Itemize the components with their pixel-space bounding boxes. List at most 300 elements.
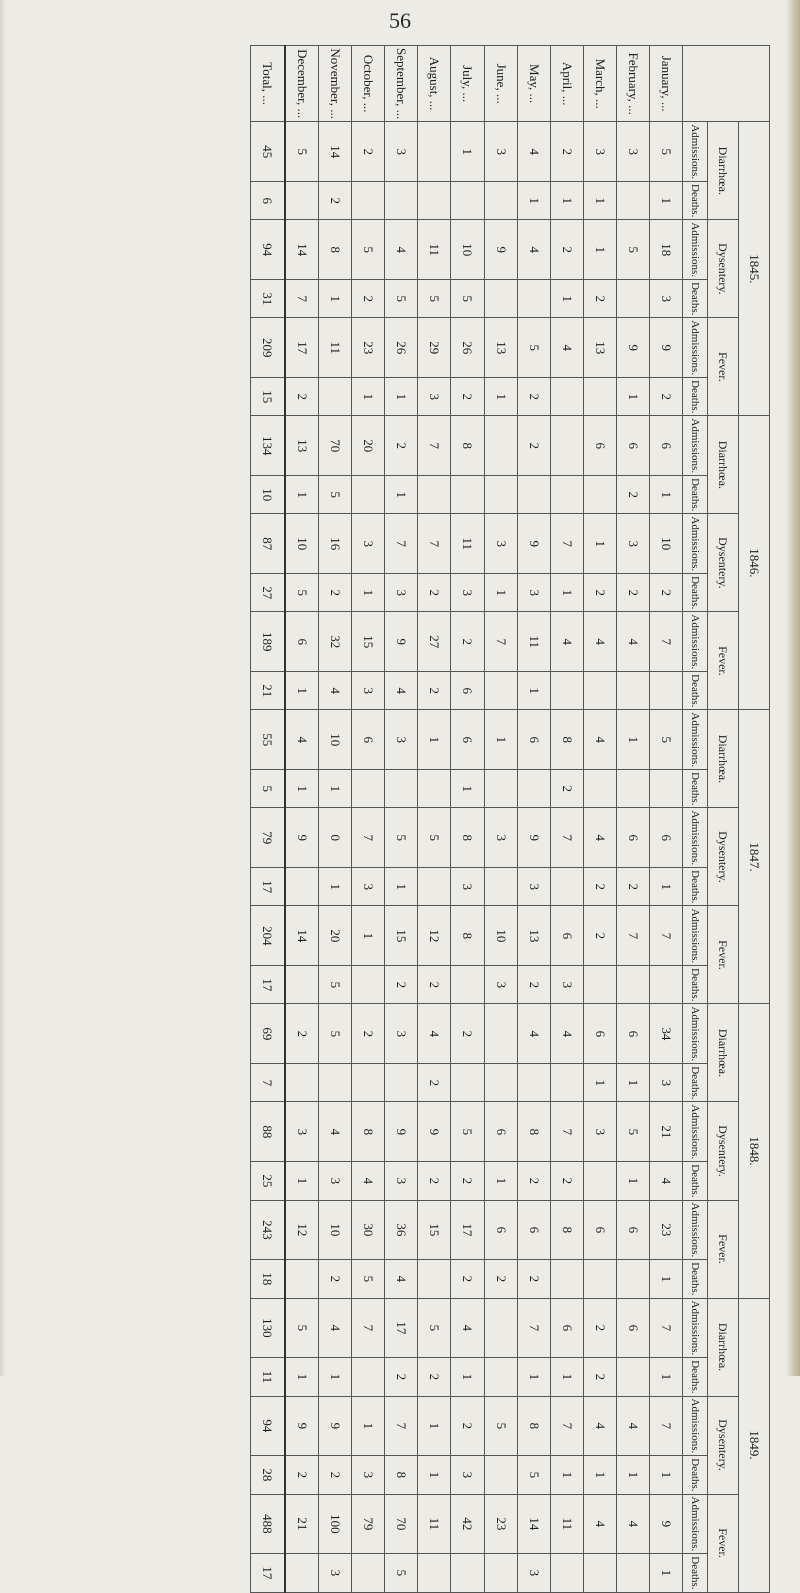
measure-header: Deaths. bbox=[683, 1554, 708, 1592]
table-row bbox=[649, 46, 682, 1593]
table-cell: 4 bbox=[517, 122, 550, 182]
table-cell: 4 bbox=[583, 1494, 616, 1554]
table-cell: 1 bbox=[517, 182, 550, 220]
table-row bbox=[616, 46, 649, 1593]
table-cell: 1 bbox=[616, 1064, 649, 1102]
month-label: December, ... bbox=[285, 46, 319, 122]
table-cell: 20 bbox=[319, 906, 352, 966]
table-cell: 6 bbox=[649, 808, 682, 868]
table-cell: 1 bbox=[319, 1358, 352, 1396]
table-cell: 6 bbox=[616, 416, 649, 476]
table-cell: 1 bbox=[418, 1396, 451, 1456]
table-cell bbox=[484, 868, 517, 906]
table-cell: 2 bbox=[418, 1162, 451, 1200]
month-column-header bbox=[683, 46, 770, 122]
table-cell: 6 bbox=[583, 1200, 616, 1260]
table-cell bbox=[352, 476, 385, 514]
measure-header: Deaths. bbox=[683, 868, 708, 906]
table-cell: 0 bbox=[319, 808, 352, 868]
table-cell bbox=[517, 1064, 550, 1102]
table-cell: 9 bbox=[285, 808, 319, 868]
table-cell: 70 bbox=[385, 1494, 418, 1554]
table-cell: 6 bbox=[550, 1298, 583, 1358]
table-cell bbox=[484, 1358, 517, 1396]
table-cell: 6 bbox=[451, 672, 484, 710]
table-cell: 3 bbox=[451, 574, 484, 612]
table-cell bbox=[352, 966, 385, 1004]
table-cell: 26 bbox=[451, 318, 484, 378]
month-label: August, ... bbox=[418, 46, 451, 122]
page-number: 56 bbox=[389, 8, 411, 33]
table-row bbox=[583, 46, 616, 1593]
table-cell bbox=[484, 416, 517, 476]
table-cell bbox=[484, 672, 517, 710]
table-cell bbox=[451, 1554, 484, 1592]
measure-header: Deaths. bbox=[683, 1260, 708, 1298]
table-cell: 1 bbox=[616, 710, 649, 770]
table-cell: 3 bbox=[352, 868, 385, 906]
table-cell: 1 bbox=[583, 182, 616, 220]
table-cell: 2 bbox=[451, 1004, 484, 1064]
table-cell bbox=[616, 1358, 649, 1396]
month-label: January, ... bbox=[649, 46, 682, 122]
table-cell: 8 bbox=[550, 710, 583, 770]
disease-header: Dysentery. bbox=[708, 808, 739, 906]
table-cell: 1 bbox=[484, 378, 517, 416]
measure-header: Admissions. bbox=[683, 808, 708, 868]
month-label: February, ... bbox=[616, 46, 649, 122]
table-cell: 11 bbox=[517, 612, 550, 672]
table-cell: 94 bbox=[251, 220, 285, 280]
table-cell bbox=[583, 1162, 616, 1200]
table-cell: 3 bbox=[484, 514, 517, 574]
table-cell: 2 bbox=[583, 868, 616, 906]
disease-header: Fever. bbox=[708, 1494, 739, 1592]
table-cell bbox=[517, 476, 550, 514]
table-cell: 7 bbox=[352, 808, 385, 868]
table-cell: 3 bbox=[352, 1456, 385, 1494]
table-cell: 8 bbox=[451, 906, 484, 966]
table-row bbox=[451, 46, 484, 1593]
table-cell: 4 bbox=[550, 1004, 583, 1064]
table-cell: 1 bbox=[550, 1456, 583, 1494]
table-cell: 11 bbox=[251, 1358, 285, 1396]
table-cell: 1 bbox=[352, 574, 385, 612]
table-cell: 1 bbox=[418, 710, 451, 770]
table-cell: 1 bbox=[451, 122, 484, 182]
table-cell: 5 bbox=[285, 1298, 319, 1358]
table-cell: 5 bbox=[451, 280, 484, 318]
table-cell: 130 bbox=[251, 1298, 285, 1358]
table-cell: 134 bbox=[251, 416, 285, 476]
table-cell: 2 bbox=[418, 574, 451, 612]
table-cell: 1 bbox=[484, 710, 517, 770]
table-cell: 4 bbox=[583, 808, 616, 868]
table-cell: 3 bbox=[484, 808, 517, 868]
table-cell: 7 bbox=[517, 1298, 550, 1358]
measure-header: Admissions. bbox=[683, 1494, 708, 1554]
table-cell: 5 bbox=[418, 808, 451, 868]
table-cell: 6 bbox=[583, 1004, 616, 1064]
disease-header: Dysentery. bbox=[708, 1102, 739, 1200]
table-cell bbox=[352, 770, 385, 808]
table-cell: 6 bbox=[484, 1102, 517, 1162]
table-cell bbox=[285, 1554, 319, 1592]
table-cell bbox=[517, 770, 550, 808]
table-cell: 34 bbox=[649, 1004, 682, 1064]
table-cell: 17 bbox=[251, 1554, 285, 1592]
table-cell: 6 bbox=[583, 416, 616, 476]
table-cell: 1 bbox=[285, 1358, 319, 1396]
table-cell: 8 bbox=[451, 808, 484, 868]
table-cell: 100 bbox=[319, 1494, 352, 1554]
table-cell: 1 bbox=[285, 672, 319, 710]
table-cell: 7 bbox=[550, 1102, 583, 1162]
table-cell: 7 bbox=[616, 906, 649, 966]
table-cell: 3 bbox=[616, 514, 649, 574]
table-cell bbox=[550, 1260, 583, 1298]
table-cell: 2 bbox=[352, 122, 385, 182]
table-cell: 2 bbox=[418, 1358, 451, 1396]
table-cell: 9 bbox=[649, 1494, 682, 1554]
table-cell: 21 bbox=[285, 1494, 319, 1554]
table-cell: 31 bbox=[251, 280, 285, 318]
disease-header: Diarrhœa. bbox=[708, 710, 739, 808]
table-cell: 3 bbox=[550, 966, 583, 1004]
table-cell bbox=[484, 1456, 517, 1494]
table-cell: 2 bbox=[583, 906, 616, 966]
table-cell: 10 bbox=[251, 476, 285, 514]
table-cell: 7 bbox=[352, 1298, 385, 1358]
table-cell bbox=[616, 280, 649, 318]
table-cell: 13 bbox=[583, 318, 616, 378]
table-cell: 2 bbox=[285, 378, 319, 416]
table-cell: 189 bbox=[251, 612, 285, 672]
table-cell: 9 bbox=[649, 318, 682, 378]
table-cell bbox=[484, 1064, 517, 1102]
table-cell: 1 bbox=[285, 770, 319, 808]
table-cell: 94 bbox=[251, 1396, 285, 1456]
table-cell: 4 bbox=[352, 1162, 385, 1200]
table-cell: 4 bbox=[583, 612, 616, 672]
table-row bbox=[319, 46, 352, 1593]
table-cell: 14 bbox=[285, 906, 319, 966]
measure-header: Deaths. bbox=[683, 1456, 708, 1494]
table-cell bbox=[484, 1004, 517, 1064]
measure-header: Admissions. bbox=[683, 1004, 708, 1064]
table-cell: 55 bbox=[251, 710, 285, 770]
table-cell bbox=[550, 1064, 583, 1102]
table-cell: 88 bbox=[251, 1102, 285, 1162]
measure-header: Admissions. bbox=[683, 122, 708, 182]
table-cell: 1 bbox=[583, 514, 616, 574]
table-cell: 42 bbox=[451, 1494, 484, 1554]
table-cell: 17 bbox=[385, 1298, 418, 1358]
table-cell: 2 bbox=[418, 672, 451, 710]
table-cell: 1 bbox=[517, 1358, 550, 1396]
table-cell: 4 bbox=[616, 612, 649, 672]
table-cell: 15 bbox=[352, 612, 385, 672]
disease-header: Diarrhœa. bbox=[708, 416, 739, 514]
table-cell: 6 bbox=[484, 1200, 517, 1260]
table-cell: 1 bbox=[385, 868, 418, 906]
table-cell bbox=[649, 672, 682, 710]
table-cell bbox=[550, 868, 583, 906]
table-cell: 5 bbox=[385, 280, 418, 318]
table-cell: 1 bbox=[649, 868, 682, 906]
table-cell: 10 bbox=[649, 514, 682, 574]
total-row bbox=[251, 46, 285, 1593]
table-cell: 9 bbox=[285, 1396, 319, 1456]
table-cell: 6 bbox=[616, 1298, 649, 1358]
table-cell: 9 bbox=[385, 612, 418, 672]
table-cell: 1 bbox=[517, 672, 550, 710]
table-cell: 1 bbox=[319, 280, 352, 318]
table-cell: 1 bbox=[649, 1358, 682, 1396]
month-label: November, ... bbox=[319, 46, 352, 122]
year-header: 1845. bbox=[739, 122, 770, 416]
table-cell: 209 bbox=[251, 318, 285, 378]
month-label: June, ... bbox=[484, 46, 517, 122]
table-cell bbox=[649, 966, 682, 1004]
table-cell: 4 bbox=[583, 1396, 616, 1456]
table-cell: 8 bbox=[517, 1102, 550, 1162]
table-cell bbox=[319, 1064, 352, 1102]
table-cell: 2 bbox=[583, 280, 616, 318]
table-cell: 2 bbox=[616, 476, 649, 514]
table-cell: 2 bbox=[319, 1456, 352, 1494]
measure-header: Admissions. bbox=[683, 710, 708, 770]
table-cell: 243 bbox=[251, 1200, 285, 1260]
measure-header: Admissions. bbox=[683, 220, 708, 280]
table-cell bbox=[583, 770, 616, 808]
table-cell: 1 bbox=[550, 574, 583, 612]
table-cell: 1 bbox=[649, 476, 682, 514]
table-cell: 1 bbox=[583, 1064, 616, 1102]
table-cell: 1 bbox=[616, 1162, 649, 1200]
table-cell: 15 bbox=[251, 378, 285, 416]
table-cell: 204 bbox=[251, 906, 285, 966]
table-cell: 6 bbox=[550, 906, 583, 966]
table-cell: 2 bbox=[451, 612, 484, 672]
table-cell: 4 bbox=[418, 1004, 451, 1064]
table-cell: 27 bbox=[418, 612, 451, 672]
table-cell: 5 bbox=[451, 1102, 484, 1162]
table-cell bbox=[484, 280, 517, 318]
table-cell: 36 bbox=[385, 1200, 418, 1260]
table-cell: 6 bbox=[649, 416, 682, 476]
table-cell: 6 bbox=[285, 612, 319, 672]
table-cell bbox=[616, 1554, 649, 1592]
table-cell: 4 bbox=[649, 1162, 682, 1200]
table-cell: 4 bbox=[451, 1298, 484, 1358]
disease-header: Fever. bbox=[708, 612, 739, 710]
table-cell: 23 bbox=[649, 1200, 682, 1260]
table-cell: 2 bbox=[319, 182, 352, 220]
table-cell: 10 bbox=[285, 514, 319, 574]
year-header: 1848. bbox=[739, 1004, 770, 1298]
table-cell bbox=[418, 122, 451, 182]
measure-header: Admissions. bbox=[683, 1396, 708, 1456]
disease-header: Diarrhœa. bbox=[708, 122, 739, 220]
table-cell: 4 bbox=[517, 1004, 550, 1064]
measure-header: Admissions. bbox=[683, 318, 708, 378]
table-cell: 8 bbox=[319, 220, 352, 280]
disease-header: Diarrhœa. bbox=[708, 1004, 739, 1102]
table-cell: 5 bbox=[285, 122, 319, 182]
table-cell bbox=[385, 770, 418, 808]
measure-header: Deaths. bbox=[683, 672, 708, 710]
table-cell: 1 bbox=[285, 476, 319, 514]
table-cell bbox=[285, 966, 319, 1004]
table-cell bbox=[418, 868, 451, 906]
disease-header: Fever. bbox=[708, 318, 739, 416]
table-cell: 2 bbox=[616, 868, 649, 906]
table-cell: 5 bbox=[352, 1260, 385, 1298]
table-cell bbox=[451, 966, 484, 1004]
month-label: July, ... bbox=[451, 46, 484, 122]
table-cell bbox=[352, 1064, 385, 1102]
table-cell bbox=[616, 1260, 649, 1298]
table-cell: 6 bbox=[352, 710, 385, 770]
table-cell: 13 bbox=[285, 416, 319, 476]
table-cell: 1 bbox=[319, 770, 352, 808]
table-cell bbox=[418, 1260, 451, 1298]
table-cell bbox=[484, 770, 517, 808]
table-cell bbox=[583, 1260, 616, 1298]
table-cell: 5 bbox=[616, 1102, 649, 1162]
table-cell: 3 bbox=[517, 868, 550, 906]
table-cell: 2 bbox=[352, 280, 385, 318]
measure-header: Deaths. bbox=[683, 770, 708, 808]
table-cell: 3 bbox=[451, 868, 484, 906]
table-cell: 1 bbox=[385, 476, 418, 514]
table-cell: 6 bbox=[616, 1004, 649, 1064]
disease-header: Dysentery. bbox=[708, 514, 739, 612]
table-cell: 13 bbox=[517, 906, 550, 966]
table-cell: 5 bbox=[418, 280, 451, 318]
table-cell: 2 bbox=[451, 378, 484, 416]
table-cell bbox=[550, 476, 583, 514]
table-cell: 5 bbox=[385, 808, 418, 868]
table-cell: 5 bbox=[385, 1554, 418, 1592]
table-cell bbox=[517, 280, 550, 318]
mortality-table bbox=[250, 45, 770, 1593]
table-cell: 3 bbox=[385, 1004, 418, 1064]
rotated-table-area bbox=[50, 45, 770, 1590]
table-cell: 5 bbox=[319, 966, 352, 1004]
measure-header: Deaths. bbox=[683, 280, 708, 318]
table-cell: 1 bbox=[352, 378, 385, 416]
table-cell: 1 bbox=[385, 378, 418, 416]
table-cell: 9 bbox=[517, 808, 550, 868]
table-cell: 1 bbox=[352, 906, 385, 966]
measure-header: Admissions. bbox=[683, 1102, 708, 1162]
table-cell: 14 bbox=[319, 122, 352, 182]
table-cell: 2 bbox=[385, 1358, 418, 1396]
table-cell: 1 bbox=[319, 868, 352, 906]
table-cell: 20 bbox=[352, 416, 385, 476]
disease-header: Fever. bbox=[708, 906, 739, 1004]
table-cell: 9 bbox=[385, 1102, 418, 1162]
measure-header: Admissions. bbox=[683, 1200, 708, 1260]
month-label: May, ... bbox=[517, 46, 550, 122]
table-cell: 8 bbox=[517, 1396, 550, 1456]
year-header: 1849. bbox=[739, 1298, 770, 1592]
table-cell: 1 bbox=[484, 1162, 517, 1200]
month-label: Total, ... bbox=[251, 46, 285, 122]
table-cell: 1 bbox=[649, 1260, 682, 1298]
table-cell: 18 bbox=[251, 1260, 285, 1298]
table-cell: 7 bbox=[649, 1396, 682, 1456]
table-cell: 2 bbox=[451, 1162, 484, 1200]
table-cell: 12 bbox=[285, 1200, 319, 1260]
table-row bbox=[418, 46, 451, 1593]
table-cell bbox=[418, 1554, 451, 1592]
month-label: April, ... bbox=[550, 46, 583, 122]
table-cell: 2 bbox=[517, 378, 550, 416]
table-cell: 15 bbox=[385, 906, 418, 966]
table-cell: 12 bbox=[418, 906, 451, 966]
table-cell: 6 bbox=[517, 1200, 550, 1260]
table-cell: 6 bbox=[251, 182, 285, 220]
table-cell: 87 bbox=[251, 514, 285, 574]
table-cell: 488 bbox=[251, 1494, 285, 1554]
table-cell: 2 bbox=[649, 574, 682, 612]
table-cell: 1 bbox=[583, 220, 616, 280]
table-cell: 2 bbox=[418, 966, 451, 1004]
table-cell: 7 bbox=[550, 1396, 583, 1456]
table-cell bbox=[451, 1064, 484, 1102]
measure-header: Deaths. bbox=[683, 182, 708, 220]
table-cell bbox=[285, 182, 319, 220]
table-cell: 2 bbox=[285, 1004, 319, 1064]
table-cell: 3 bbox=[352, 514, 385, 574]
table-cell: 1 bbox=[285, 1162, 319, 1200]
table-cell: 2 bbox=[583, 574, 616, 612]
table-cell: 32 bbox=[319, 612, 352, 672]
table-cell bbox=[319, 378, 352, 416]
table-cell bbox=[616, 966, 649, 1004]
table-cell bbox=[550, 1554, 583, 1592]
table-cell: 4 bbox=[319, 1102, 352, 1162]
table-cell: 5 bbox=[616, 220, 649, 280]
table-cell bbox=[484, 182, 517, 220]
table-cell: 1 bbox=[616, 1456, 649, 1494]
table-cell bbox=[616, 770, 649, 808]
table-cell bbox=[451, 182, 484, 220]
table-cell: 7 bbox=[649, 612, 682, 672]
table-cell: 1 bbox=[451, 1358, 484, 1396]
table-cell: 11 bbox=[319, 318, 352, 378]
table-cell: 2 bbox=[550, 1162, 583, 1200]
table-cell: 11 bbox=[418, 220, 451, 280]
table-cell: 3 bbox=[484, 966, 517, 1004]
table-cell: 7 bbox=[550, 514, 583, 574]
table-cell: 45 bbox=[251, 122, 285, 182]
table-cell: 4 bbox=[385, 1260, 418, 1298]
table-cell: 2 bbox=[517, 416, 550, 476]
table-cell: 7 bbox=[649, 1298, 682, 1358]
table-cell: 17 bbox=[251, 868, 285, 906]
table-cell: 4 bbox=[583, 710, 616, 770]
measure-header: Admissions. bbox=[683, 514, 708, 574]
measure-header: Deaths. bbox=[683, 1358, 708, 1396]
table-cell: 79 bbox=[352, 1494, 385, 1554]
table-row bbox=[385, 46, 418, 1593]
table-cell bbox=[583, 672, 616, 710]
table-cell: 2 bbox=[451, 1260, 484, 1298]
